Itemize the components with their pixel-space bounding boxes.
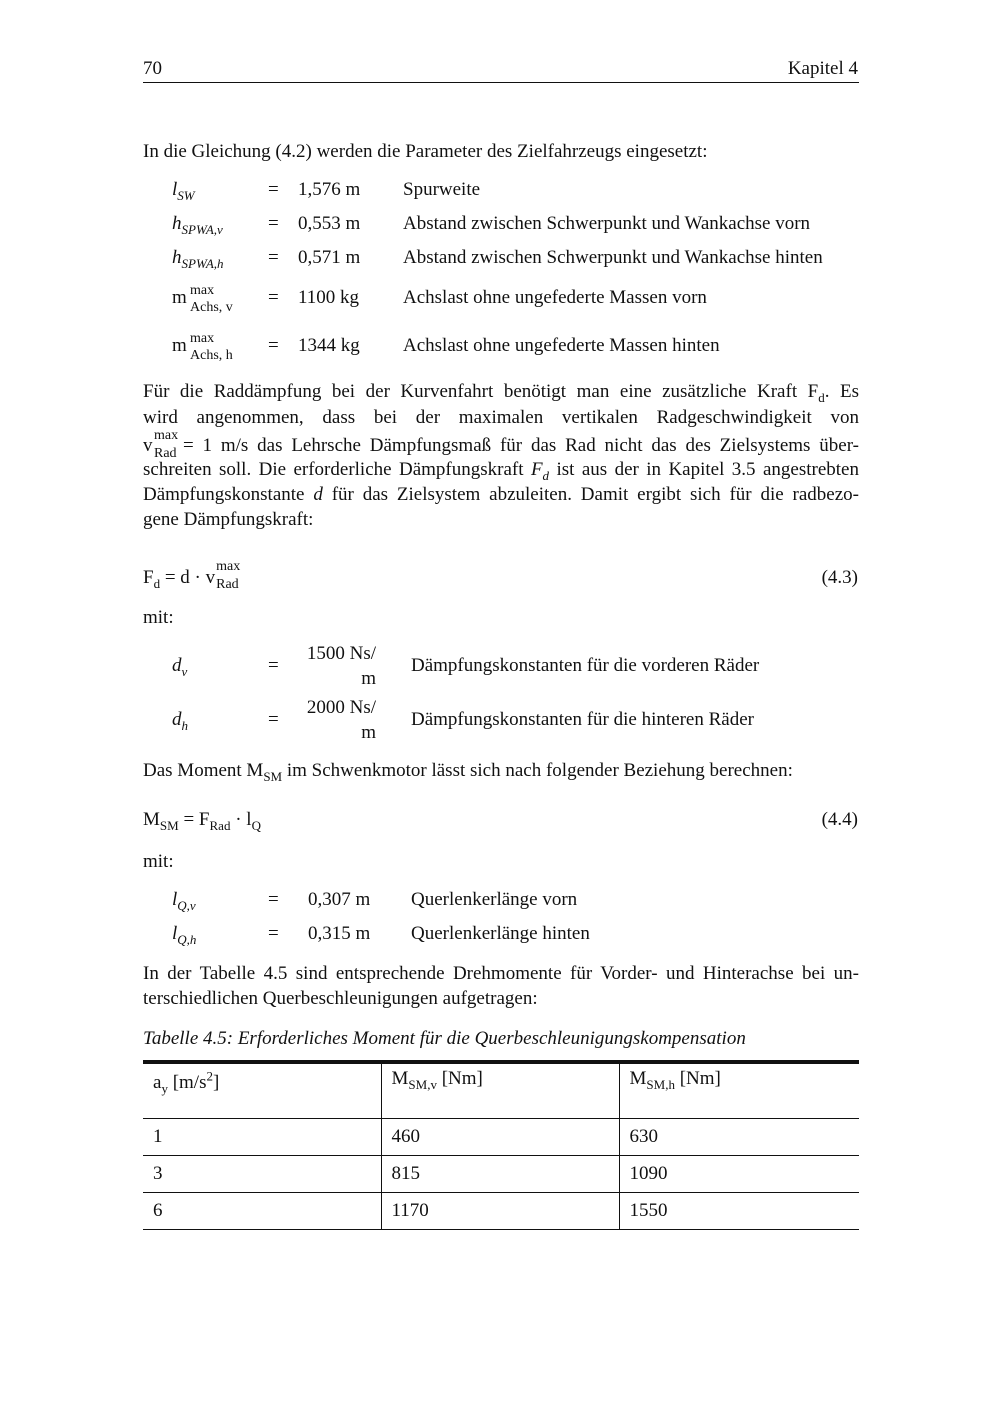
param-equals: = <box>268 213 279 234</box>
param-symbol: $d_h$ <box>172 709 188 733</box>
table-row <box>143 1193 859 1230</box>
param-equals: = <box>268 247 279 268</box>
param-value: 1,576 m <box>298 179 361 200</box>
table-cell: 1550 <box>619 1193 859 1230</box>
param-equals: = <box>268 179 279 200</box>
param-value: 0,553 m <box>298 213 361 234</box>
table-cell: 3 <box>153 1163 163 1184</box>
page-number: 70 <box>143 58 162 79</box>
param-value: 1344 kg <box>298 335 360 356</box>
param-description: Achslast ohne ungefederte Massen hinten <box>403 335 720 356</box>
table-cell: 460 <box>381 1119 619 1156</box>
table-caption: Tabelle 4.5: Erforderliches Moment für die Querbeschleunigungskompensation <box>143 1028 746 1049</box>
param-description: Spurweite <box>403 179 481 200</box>
param-value: 1500 Ns/ <box>306 643 376 664</box>
mit-label: mit: <box>143 851 174 872</box>
table-header-cell: $M_{SM,h}$ [Nm] <box>619 1062 859 1119</box>
param-description: Querlenkerlänge vorn <box>411 889 578 910</box>
param-value: 2000 Ns/ <box>306 697 376 718</box>
param-equals: = <box>268 287 279 308</box>
param-symbol: m max Achs, v <box>172 283 233 315</box>
paragraph-line: v max Rad = 1 m/s das Lehrsche Dämpfungsmaß für das Rad nicht das des Zielsystems über- <box>143 428 859 461</box>
equation-4-3: $F_d = d \cdot v$ max Rad <box>143 559 241 592</box>
table-header-row <box>143 1062 859 1119</box>
equation-number: (4.3) <box>821 567 858 588</box>
param-equals: = <box>268 655 279 676</box>
paragraph-line: schreiten soll. Die erforderliche Dämpfungskraft $F_d$ ist aus der in Kapitel 3.5 angestrebten <box>143 459 859 483</box>
param-description: Achslast ohne ungefederte Massen vorn <box>403 287 707 308</box>
header-rule <box>143 82 859 83</box>
table-cell: 6 <box>153 1200 163 1221</box>
param-value: 0,307 m <box>308 889 371 910</box>
param-symbol: $l_{Q,v}$ <box>172 889 196 913</box>
table-cell: 815 <box>381 1156 619 1193</box>
equation-4-4: $M_{SM} = F_{Rad} \cdot l_Q$ <box>143 809 261 833</box>
intro-text: In die Gleichung (4.2) werden die Parameter des Zielfahrzeugs eingesetzt: <box>143 141 708 162</box>
table-cell: 630 <box>619 1119 859 1156</box>
paragraph-line: terschiedlichen Querbeschleunigungen aufgetragen: <box>143 988 538 1009</box>
param-value-unit: m <box>361 722 376 743</box>
data-table <box>143 1060 859 1230</box>
mit-label: mit: <box>143 607 174 628</box>
param-equals: = <box>268 709 279 730</box>
equation-number: (4.4) <box>821 809 858 830</box>
param-value: 1100 kg <box>298 287 360 308</box>
param-symbol: $h_{SPWA,h}$ <box>172 247 224 271</box>
paragraph-line: gene Dämpfungskraft: <box>143 509 314 530</box>
param-symbol: m max Achs, h <box>172 331 233 363</box>
paragraph-line: Für die Raddämpfung bei der Kurvenfahrt benötigt man eine zusätzliche Kraft $F_d$. Es <box>143 381 860 405</box>
paragraph: Das Moment $M_{SM}$ im Schwenkmotor lässt sich nach folgender Beziehung berechnen: <box>143 760 793 784</box>
param-equals: = <box>268 889 279 910</box>
table-row <box>143 1156 859 1193</box>
table-header-cell: $a_y$ $[m/s^2]$ <box>153 1068 220 1096</box>
param-equals: = <box>268 335 279 356</box>
param-value-unit: m <box>361 668 376 689</box>
param-description: Abstand zwischen Schwerpunkt und Wankachse hinten <box>403 247 823 268</box>
param-equals: = <box>268 923 279 944</box>
table-row <box>143 1119 859 1156</box>
table-header-cell: $M_{SM,v}$ [Nm] <box>381 1062 619 1119</box>
param-symbol: $d_v$ <box>172 655 188 679</box>
paragraph-line: In der Tabelle 4.5 sind entsprechende Drehmomente für Vorder- und Hinterachse bei un- <box>143 963 859 984</box>
param-value: 0,315 m <box>308 923 371 944</box>
table-cell: 1 <box>153 1126 163 1147</box>
param-description: Dämpfungskonstanten für die hinteren Räder <box>411 709 754 730</box>
table-cell: 1170 <box>381 1193 619 1230</box>
param-description: Dämpfungskonstanten für die vorderen Räder <box>411 655 760 676</box>
param-description: Abstand zwischen Schwerpunkt und Wankachse vorn <box>403 213 811 234</box>
paragraph-line: wird angenommen, dass bei der maximalen vertikalen Radgeschwindigkeit von <box>143 407 859 428</box>
param-symbol: $h_{SPWA,v}$ <box>172 213 223 237</box>
param-value: 0,571 m <box>298 247 361 268</box>
paragraph-line: Dämpfungskonstante d für das Zielsystem abzuleiten. Damit ergibt sich für die radbezo- <box>143 484 859 505</box>
table-cell: 1090 <box>619 1156 859 1193</box>
param-symbol: $l_{Q,h}$ <box>172 923 197 947</box>
chapter-label: Kapitel 4 <box>787 58 858 79</box>
param-symbol: $l_{SW}$ <box>172 179 195 203</box>
param-description: Querlenkerlänge hinten <box>411 923 590 944</box>
